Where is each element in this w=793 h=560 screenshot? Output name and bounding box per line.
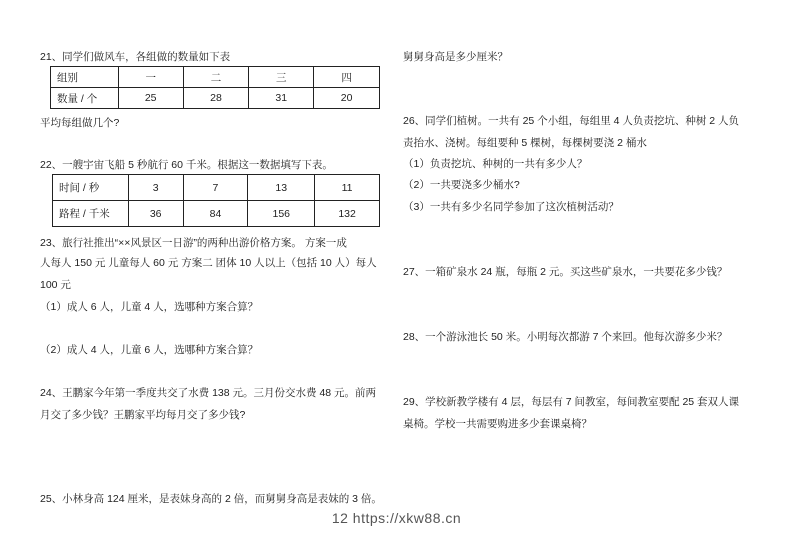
- table-cell: 132: [315, 201, 380, 227]
- table-cell: 31: [249, 88, 314, 109]
- q22-title: 22、一艘宇宙飞船 5 秒航行 60 千米。根据这一数据填写下表。: [40, 159, 333, 171]
- table-row: [51, 67, 380, 88]
- q28: 28、一个游泳池长 50 米。小明每次都游 7 个来回。他每次游多少米？: [403, 331, 728, 343]
- table-cell: 一: [118, 67, 183, 88]
- q26-sub: （3）一共有多少名同学参加了这次植树活动？: [403, 201, 619, 213]
- table-cell: 三: [249, 67, 314, 88]
- table-cell: 四: [314, 67, 380, 88]
- table-cell: 7: [183, 175, 248, 201]
- table-cell: 20: [314, 88, 380, 109]
- table-cell: 13: [248, 175, 315, 201]
- q27: 27、一箱矿泉水 24 瓶，每瓶 2 元。买这些矿泉水，一共要花多少钱？: [403, 266, 728, 278]
- table-cell: 156: [248, 201, 315, 227]
- page-footer: 12 https://xkw88.cn: [331, 510, 462, 526]
- q26-line: 责抬水、浇树。每组要种 5 棵树，每棵树要浇 2 桶水: [403, 137, 647, 149]
- table-row: [53, 201, 380, 227]
- q26-line: 26、同学们植树。一共有 25 个小组，每组里 4 人负责挖坑、种树 2 人负: [403, 115, 740, 127]
- table-row: [53, 175, 380, 201]
- q22-table: [52, 174, 380, 227]
- q29-line: 桌椅。学校一共需要购进多少套课桌椅？: [403, 418, 592, 430]
- table-cell: 11: [315, 175, 380, 201]
- table-cell: 3: [128, 175, 183, 201]
- q25-line: 25、小林身高 124 厘米，是表妹身高的 2 倍，而舅舅身高是表妹的 3 倍。: [40, 493, 382, 505]
- q29-line: 29、学校新教学楼有 4 层，每层有 7 间教室，每间教室要配 25 套双人课: [403, 396, 740, 408]
- q23-sub1: （1）成人 6 人，儿童 4 人，选哪种方案合算？: [40, 301, 259, 313]
- q24-line: 24、王鹏家今年第一季度共交了水费 138 元。三月份交水费 48 元。前两: [40, 387, 377, 399]
- table-cell: 84: [183, 201, 248, 227]
- q23-line: 23、旅行社推出“××风景区一日游”的两种出游价格方案。 方案一成: [40, 237, 347, 249]
- table-cell: 25: [118, 88, 183, 109]
- q23-line: 100 元: [40, 279, 71, 291]
- q21-question: 平均每组做几个?: [40, 117, 120, 129]
- q21-table: [50, 66, 380, 109]
- q24-line: 月交了多少钱？王鹏家平均每月交了多少钱?: [40, 409, 246, 421]
- q21-title: 21、同学们做风车，各组做的数量如下表: [40, 51, 231, 63]
- q23-line: 人每人 150 元 儿童每人 60 元 方案二 团体 10 人以上（包括 10 人）每人: [40, 257, 377, 269]
- table-cell: 36: [128, 201, 183, 227]
- q26-sub: （2）一共要浇多少桶水?: [403, 179, 520, 191]
- q23-sub2: （2）成人 4 人，儿童 6 人，选哪种方案合算？: [40, 344, 259, 356]
- table-cell: 数量 / 个: [51, 88, 119, 109]
- table-cell: 时间 / 秒: [53, 175, 129, 201]
- table-cell: 组别: [51, 67, 119, 88]
- q25-continued: 舅舅身高是多少厘米？: [403, 51, 508, 63]
- table-cell: 二: [183, 67, 249, 88]
- table-cell: 路程 / 千米: [53, 201, 129, 227]
- table-row: [51, 88, 380, 109]
- q26-sub: （1）负责挖坑、种树的一共有多少人？: [403, 158, 588, 170]
- table-cell: 28: [183, 88, 249, 109]
